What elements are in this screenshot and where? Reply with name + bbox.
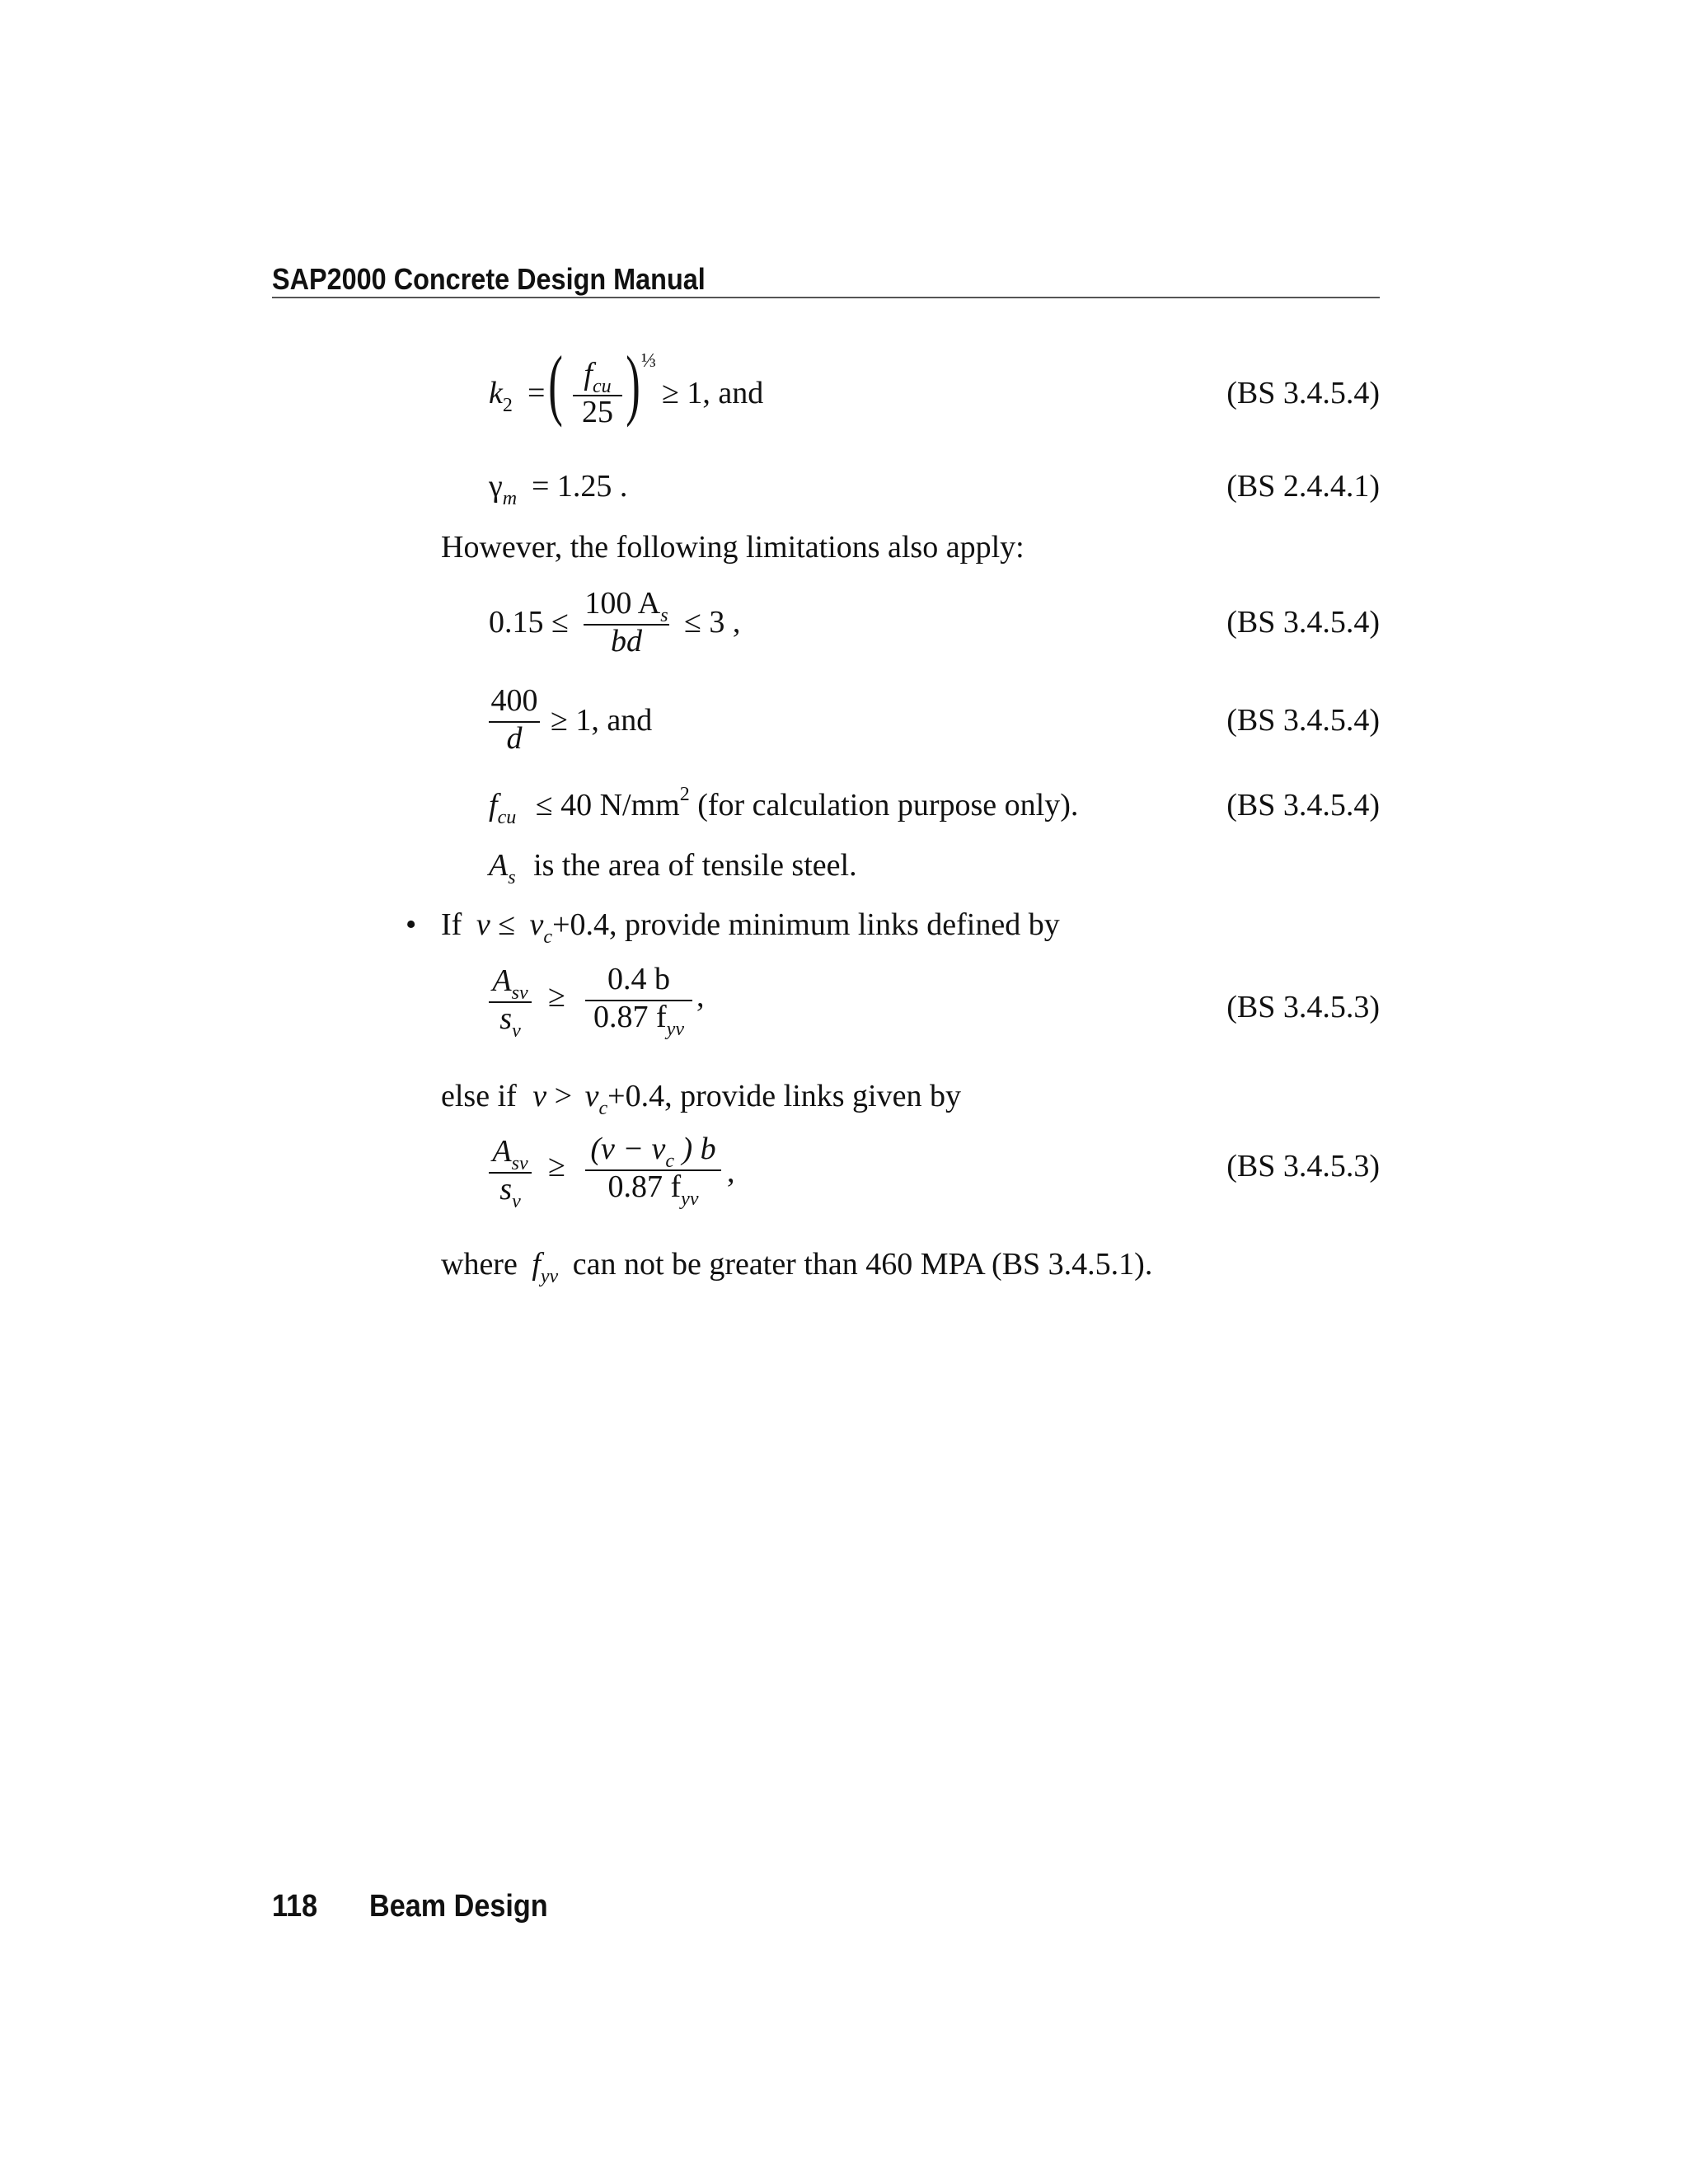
fraction-fcu-25: $f_{cu}$ 25: [573, 356, 622, 430]
footer-section-title: Beam Design: [369, 1889, 548, 1924]
reference-label: (BS 3.4.5.3): [1226, 1149, 1380, 1183]
fraction-100as-bd: 100 $A_s$ bd: [584, 586, 668, 658]
bullet-marker: •: [406, 907, 417, 942]
reference-label: (BS 2.4.4.1): [1226, 469, 1380, 504]
fraction-400-d: 400 d: [489, 682, 540, 757]
text-as-definition: $A_s$ is the area of tensile steel.: [489, 848, 857, 888]
page-number: 118: [272, 1889, 318, 1924]
exponent: ⅓: [641, 350, 656, 372]
fraction-04b: 0.4 b 0.87 $f_{yv}$: [585, 961, 692, 1035]
fraction-asv-sv: $A_{sv}$ $s_v$: [489, 963, 532, 1037]
fraction-v-vc-b: ($v - v_c$ ) b 0.87 $f_{yv}$: [585, 1131, 721, 1205]
paragraph-else-if: else if $v > v_c+0.4$, provide links given by: [441, 1079, 961, 1119]
running-header: SAP2000 Concrete Design Manual: [272, 262, 706, 296]
reference-label: (BS 3.4.5.4): [1226, 788, 1380, 823]
paragraph-where: where $f_{yv}$ can not be greater than 460 MPA (BS 3.4.5.1).: [441, 1247, 1153, 1287]
paragraph-limitations: However, the following limitations also apply:: [441, 530, 1025, 565]
reference-label: (BS 3.4.5.3): [1226, 990, 1380, 1024]
reference-label: (BS 3.4.5.4): [1226, 703, 1380, 738]
reference-label: (BS 3.4.5.4): [1226, 605, 1380, 640]
header-rule: [272, 297, 1380, 298]
fraction-asv-sv: $A_{sv}$ $s_v$: [489, 1133, 532, 1207]
reference-label: (BS 3.4.5.4): [1226, 376, 1380, 410]
